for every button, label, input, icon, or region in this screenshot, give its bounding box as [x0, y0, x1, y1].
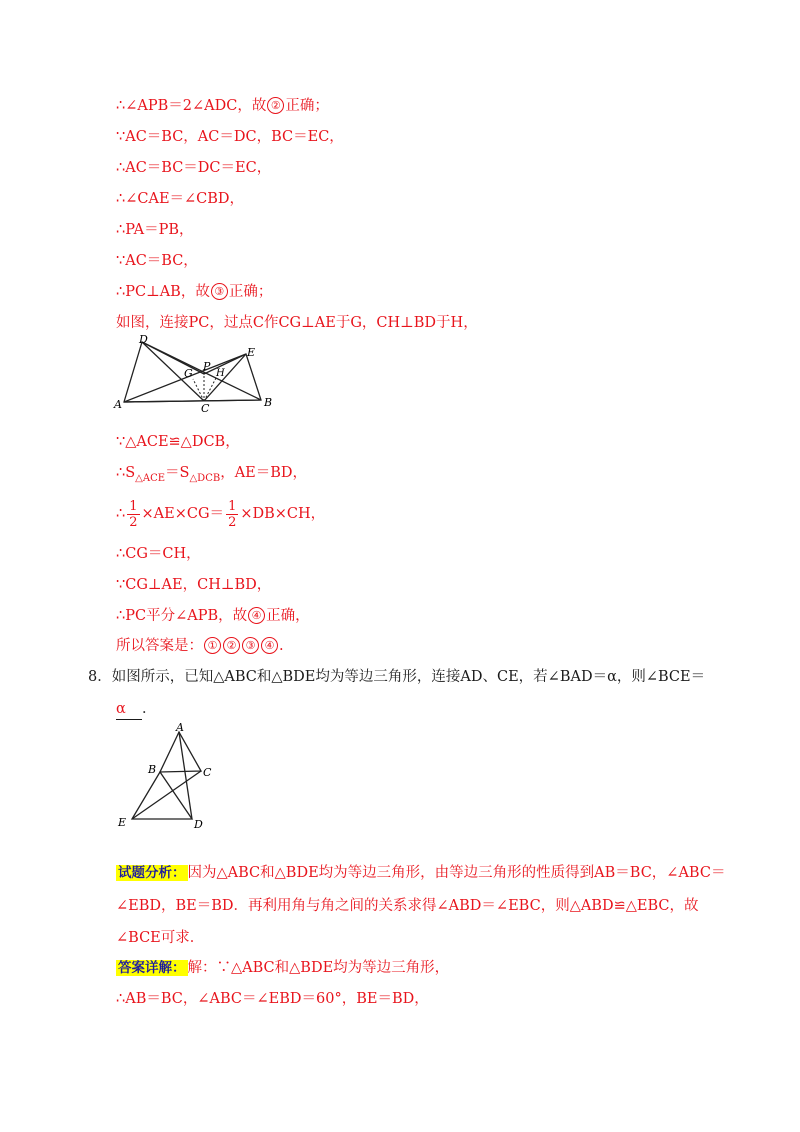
fig1-label-g: G: [184, 367, 193, 380]
question-text: 如图所示，已知△ABC和△BDE均为等边三角形，连接AD、CE，若∠BAD＝α，则∠BCE＝: [111, 669, 706, 685]
fig1-label-p: P: [203, 360, 211, 373]
proof-line-6: ∵AC＝BC，: [116, 253, 198, 269]
proof-line-15: 所以答案是： ① ② ③ ④ .: [116, 638, 284, 654]
analysis-line-2: ∠EBD，BE＝BD．再利用角与角之间的关系求得∠ABD＝∠EBC，则△ABD≌△EBC，故: [116, 898, 699, 914]
fig1-label-h: H: [216, 368, 225, 379]
circled-1: ①: [204, 637, 221, 654]
fig1-label-e: E: [247, 346, 256, 359]
fig1-label-d: D: [139, 333, 148, 346]
geometry-figure-2: [112, 722, 222, 832]
fig2-label-c: C: [203, 766, 212, 779]
proof-line-7: ∴PC⊥AB，故 ③ 正确；: [116, 284, 273, 300]
proof-line-5: ∴PA＝PB，: [116, 222, 194, 238]
question-8-answer-line: α ．: [116, 699, 157, 720]
analysis-line-3: ∠BCE可求．: [116, 930, 205, 946]
circled-3: ③: [211, 283, 228, 300]
fig1-label-b: B: [264, 396, 273, 409]
proof-line-11: ∴ $\frac{1}{2}$ ×AE×CG＝ $\frac{1}{2}$ ×DB×CH，: [116, 498, 326, 530]
fig2-label-b: B: [148, 763, 157, 776]
fig1-db: [142, 342, 261, 400]
proof-line-14: ∴PC平分∠APB，故 ④ 正确，: [116, 608, 310, 624]
proof-line-1: ∴∠APB＝2∠ADC，故 ② 正确；: [116, 98, 329, 114]
question-number: 8．: [88, 669, 112, 685]
proof-line-12: ∴CG＝CH，: [116, 546, 201, 562]
fig1-cg: [193, 379, 204, 401]
fig2-label-e: E: [118, 816, 127, 829]
proof-line-10: $\therefore S_{\triangle ACE}=S_{\triangle DCB}$，AE＝BD，: [116, 465, 308, 484]
fig2-label-a: A: [176, 722, 184, 734]
fig1-ab: [124, 400, 261, 402]
proof-line-9: ∵△ACE≌△DCB，: [116, 434, 240, 450]
analysis-line-1: 试题分析： 因为△ABC和△BDE均为等边三角形，由等边三角形的性质得到AB＝BC，∠ABC＝: [118, 865, 726, 881]
fraction-half-2: $\frac{1}{2}$: [228, 498, 237, 530]
fig1-label-a: A: [114, 398, 122, 411]
fig1-label-c: C: [201, 402, 210, 415]
solution-line-1: 答案详解： 解：∵△ABC和△BDE均为等边三角形，: [118, 960, 450, 976]
answer-blank: α: [116, 699, 142, 720]
question-8: [88, 667, 705, 687]
proof-line-3: ∴AC＝BC＝DC＝EC，: [116, 160, 272, 176]
fig2-ad: [179, 732, 192, 819]
proof-line-13: ∵CG⊥AE，CH⊥BD，: [116, 577, 272, 593]
fig1-dc: [142, 342, 204, 401]
fig2-label-d: D: [194, 818, 203, 831]
proof-line-2: ∵AC＝BC，AC＝DC，BC＝EC，: [116, 129, 344, 145]
circled-2: ②: [267, 97, 284, 114]
solution-tag: 答案详解：: [118, 960, 186, 976]
geometry-figure-1: [106, 332, 286, 416]
proof-line-4: ∴∠CAE＝∠CBD，: [116, 191, 245, 207]
proof-line-8: 如图，连接PC，过点C作CG⊥AE于G，CH⊥BD于H，: [116, 315, 478, 331]
analysis-tag: 试题分析：: [118, 865, 186, 881]
fraction-half-1: $\frac{1}{2}$: [129, 498, 138, 530]
solution-line-2: ∴AB＝BC，∠ABC＝∠EBD＝60°，BE＝BD，: [116, 991, 429, 1007]
circled-4: ④: [248, 607, 265, 624]
